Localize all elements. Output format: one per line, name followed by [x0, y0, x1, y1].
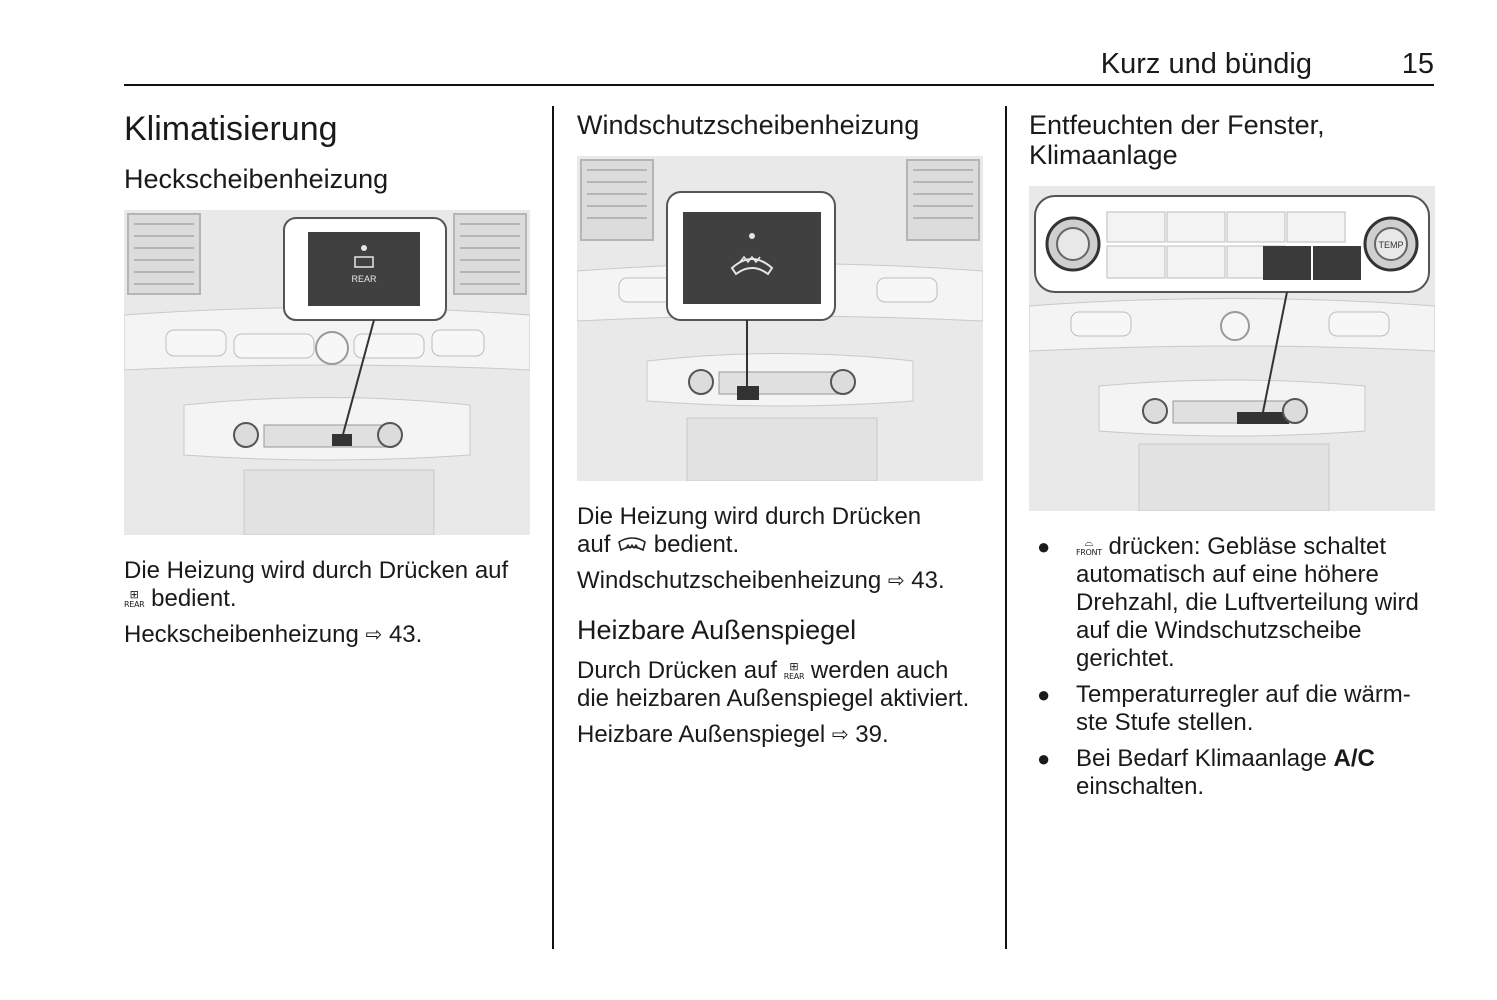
reference-arrow-icon: ⇨ [887, 570, 905, 592]
reference-arrow-icon: ⇨ [365, 624, 383, 646]
paragraph-heated-mirrors: Durch Drücken auf ⊞ REAR werden auch die heizbaren Außenspiegel aktiviert. [577, 657, 970, 712]
air-vent-right [907, 160, 979, 240]
reference-arrow-icon: ⇨ [831, 724, 849, 746]
climate-control-illustration [1029, 186, 1435, 511]
page-number: 15 [1401, 48, 1434, 80]
air-vent-left [581, 160, 653, 240]
column-defog-ac [1029, 106, 1435, 809]
reference-heated-mirrors: Heizbare Außenspiegel ⇨ 39. [577, 721, 889, 748]
column-rear-window-heating [124, 106, 530, 649]
air-vent-right [454, 214, 526, 294]
instruction-list [1029, 533, 1435, 801]
section-title: Kurz und bündig [1100, 48, 1312, 80]
list-item: ● Bei Bedarf Klimaanlage A/C einschalten. [1037, 745, 1375, 800]
page-header [124, 44, 1434, 86]
rear-window-heating-icon: ⊞ REAR [783, 659, 805, 681]
air-vent-left [128, 214, 200, 294]
ac-label: A/C [1333, 745, 1375, 772]
subheading-defog: Entfeuchten der Fenster, Klimaanlage [1029, 110, 1325, 170]
bullet-icon: ● [1037, 746, 1051, 771]
rear-button-label: REAR [351, 274, 377, 284]
reference-windscreen-heating: Windschutzscheibenheizung ⇨ 43. [577, 567, 945, 594]
column-windscreen-heating [577, 106, 983, 749]
heading-heated-mirrors: Heizbare Außenspiegel [577, 615, 857, 645]
subheading-windscreen: Windschutzscheibenheizung [577, 110, 920, 140]
front-defog-icon: ⌓ FRONT [1076, 535, 1102, 557]
paragraph-rear-heating: Die Heizung wird durch Drücken auf ⊞ REAR bedient. [124, 557, 509, 612]
column-divider [1005, 106, 1007, 949]
bullet-icon: ● [1037, 534, 1051, 559]
rear-window-heating-illustration [124, 210, 530, 535]
rear-window-heating-icon: ⊞ REAR [124, 587, 145, 609]
list-item: ● Temperaturregler auf die wärm- ste Stufe stellen. [1037, 681, 1411, 736]
temp-knob-label: TEMP [1378, 240, 1404, 250]
column-divider [552, 106, 554, 949]
windscreen-heating-illustration [577, 156, 983, 481]
windscreen-heating-icon [617, 536, 647, 556]
paragraph-windscreen-heating: Die Heizung wird durch Drücken auf bedient. [577, 503, 922, 558]
subheading-rear-window: Heckscheibenheizung [124, 164, 389, 194]
page-heading: Klimatisierung [124, 110, 338, 148]
reference-rear-heating: Heckscheibenheizung ⇨ 43. [124, 621, 423, 648]
bullet-icon: ● [1037, 682, 1051, 707]
list-item: ● ⌓ FRONT drücken: Gebläse schaltet automatisch auf eine höhere Drehzahl, die Luftverteilung wird auf die Windschutzscheibe gerichtet. [1037, 533, 1419, 672]
